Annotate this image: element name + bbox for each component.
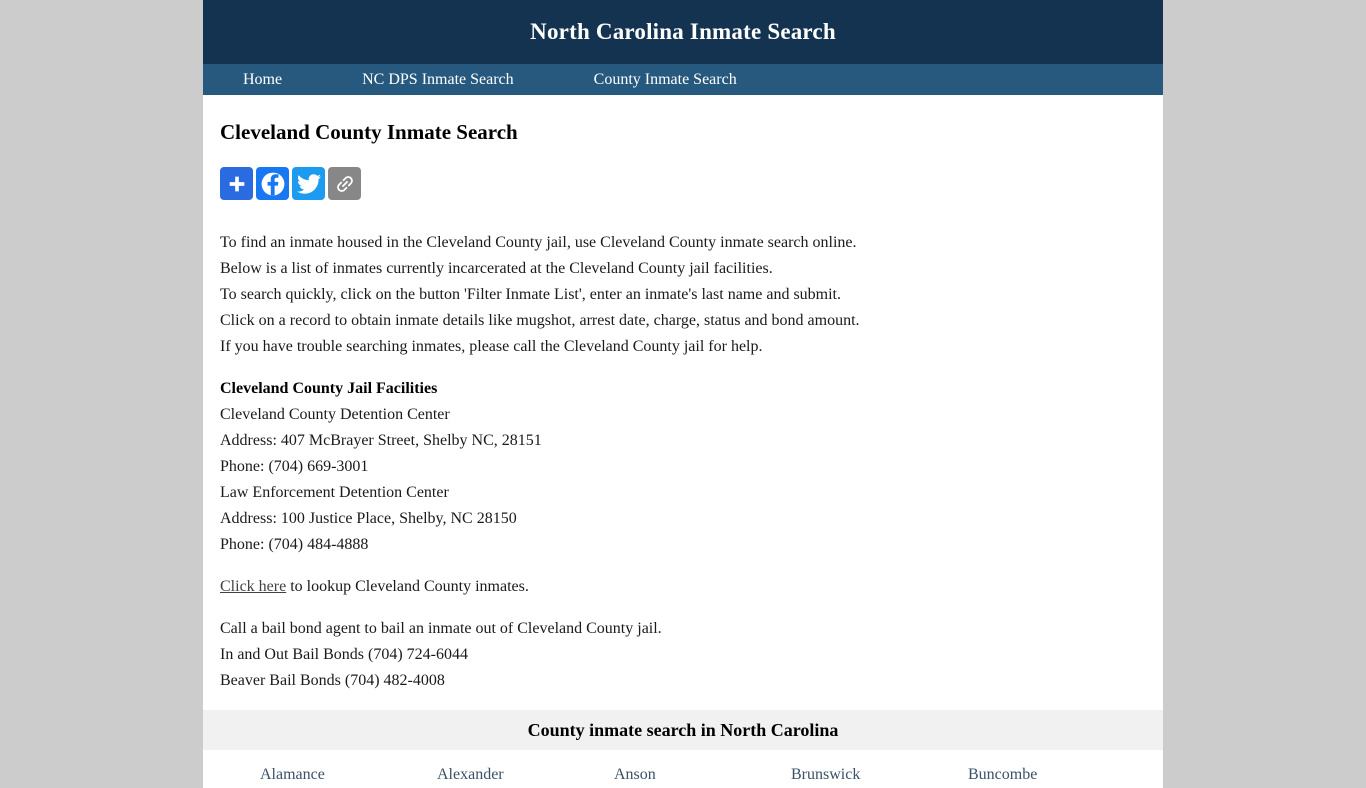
facility-phone: Phone: (704) 669-3001 <box>220 458 369 475</box>
intro-line: Click on a record to obtain inmate details like mugshot, arrest date, charge, status and bond amount. <box>220 312 860 329</box>
nav-item-home[interactable]: Home <box>243 70 283 88</box>
county-link-anson[interactable]: Anson <box>614 766 656 783</box>
intro-line: Below is a list of inmates currently incarcerated at the Cleveland County jail facilities. <box>220 260 773 277</box>
twitter-icon <box>297 172 321 196</box>
facilities-heading: Cleveland County Jail Facilities <box>220 380 438 397</box>
lookup-text: to lookup Cleveland County inmates. <box>286 578 529 595</box>
facility-phone: Phone: (704) 484-4888 <box>220 536 369 553</box>
county-section-header <box>203 710 1163 750</box>
site-title: North Carolina Inmate Search <box>530 19 836 44</box>
county-links-grid <box>260 762 1146 788</box>
share-button[interactable] <box>220 167 253 200</box>
county-link-buncombe[interactable]: Buncombe <box>968 766 1038 783</box>
copy-link-share-button[interactable] <box>328 167 361 200</box>
site-header <box>203 0 1163 64</box>
county-link-brunswick[interactable]: Brunswick <box>791 766 861 783</box>
county-link-alamance[interactable]: Alamance <box>260 766 325 783</box>
county-link-alexander[interactable]: Alexander <box>437 766 504 783</box>
facility-address: Address: 100 Justice Place, Shelby, NC 28150 <box>220 510 517 527</box>
intro-line: To search quickly, click on the button 'Filter Inmate List', enter an inmate's last name and submit. <box>220 286 841 303</box>
county-section-title: County inmate search in North Carolina <box>527 720 839 740</box>
lookup-paragraph <box>220 574 1146 600</box>
intro-line: If you have trouble searching inmates, please call the Cleveland County jail for help. <box>220 338 763 355</box>
nav-item-nc-dps-inmate-search[interactable]: NC DPS Inmate Search <box>362 70 514 88</box>
facilities-paragraph <box>220 376 1146 558</box>
facility-address: Address: 407 McBrayer Street, Shelby NC, 28151 <box>220 432 542 449</box>
facebook-icon <box>259 170 287 198</box>
copy-link-icon <box>329 168 360 199</box>
intro-paragraph <box>220 230 1146 360</box>
bail-line: In and Out Bail Bonds (704) 724-6044 <box>220 646 468 663</box>
nav-item-county-inmate-search[interactable]: County Inmate Search <box>593 70 737 88</box>
main-nav <box>203 64 1163 95</box>
facility-name: Cleveland County Detention Center <box>220 406 450 423</box>
page-title: Cleveland County Inmate Search <box>220 120 518 144</box>
share-plus-icon <box>226 173 248 195</box>
share-buttons-row <box>220 167 1146 200</box>
content-area <box>203 95 1163 788</box>
intro-line: To find an inmate housed in the Cleveland County jail, use Cleveland County inmate search online. <box>220 234 857 251</box>
bail-paragraph <box>220 616 1146 694</box>
click-here-link[interactable]: Click here <box>220 578 287 595</box>
twitter-share-button[interactable] <box>292 167 325 200</box>
facebook-share-button[interactable] <box>256 167 289 200</box>
bail-line: Call a bail bond agent to bail an inmate out of Cleveland County jail. <box>220 620 662 637</box>
facility-name: Law Enforcement Detention Center <box>220 484 449 501</box>
bail-line: Beaver Bail Bonds (704) 482-4008 <box>220 672 445 689</box>
page-container <box>203 0 1163 788</box>
